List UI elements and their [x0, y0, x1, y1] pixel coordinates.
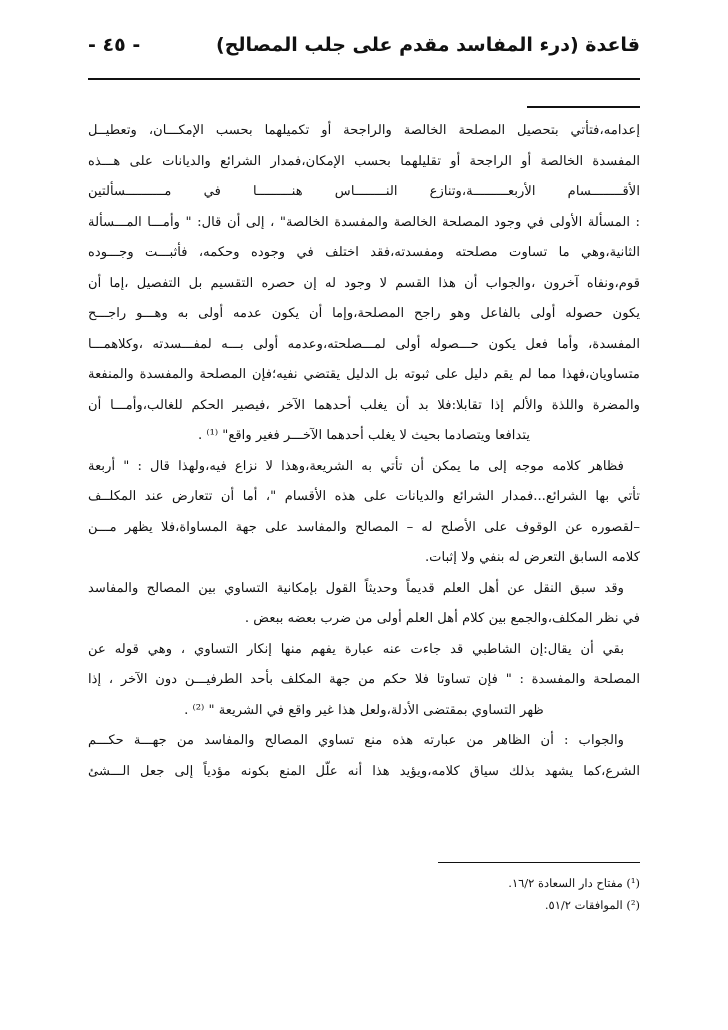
text-line: يكون حصوله أولى بالفاعل وهو راجح المصلحة،وإما أن يكون عدمه أولى به وهـــو راجـــح: [88, 306, 640, 321]
text-line: ظهر التساوي بمقتضى الأدلة،ولعل هذا غير واقع في الشريعة " ⁽²⁾ .: [184, 702, 544, 718]
text-line: الثانية،وهي ما تساوت مصلحته ومفسدته،فقد اختلف في وجوده وحكمه، فأثبـــت وجـــوده: [88, 245, 640, 260]
footnote-1: (¹) مفتاح دار السعادة ١٦/٢.: [508, 876, 640, 890]
text-line: متساويان،فهذا مما لم يقم دليل على ثبوته بل الدليل يقتضي نفيه؛فإن المصلحة والمفسدة والمنفعة: [88, 367, 640, 382]
footnote-rule: [438, 862, 640, 863]
page-number: - ٤٥ -: [88, 34, 141, 56]
text-line: فظاهر كلامه موجه إلى ما يمكن أن تأتي به الشريعة،وهذا لا نزاع فيه،ولهذا قال : " أربعة: [88, 458, 624, 474]
text-line: الأقــــــــسام الأربعـــــــــة،وتنازع النــــــــاس هنـــــــــا في مــــــــــسألتين: [88, 184, 640, 199]
text-line: والجواب : أن الظاهر من عبارته هذه منع تساوي المصالح والمفاسد من جهـــة حكـــم: [88, 733, 624, 748]
footnote-2: (²) الموافقات ٥١/٢.: [544, 898, 640, 912]
text-line: في نظر المكلف،والجمع بين كلام أهل العلم أولى من ضرب بعضه ببعض .: [244, 611, 640, 626]
text-line: إعدامه،فتأتي بتحصيل المصلحة الخالصة والراجحة أو تكميلهما بحسب الإمكـــان، وتعطيــل: [88, 123, 640, 138]
text-line: –لقصوره عن الوقوف على الأصلح له – المصالح والمفاسد على جهة المساواة،فلا يظهر مـــن: [88, 519, 640, 535]
text-line: كلامه السابق التعرض له بنفي ولا إثبات.: [424, 550, 640, 565]
text-line: والمضرة واللذة والألم إذا تقابلا:فلا بد أن يغلب أحدهما الآخر ،فيصير الحكم للغالب،وأمـــا أن: [88, 397, 640, 413]
short-divider: [527, 106, 640, 108]
text-line: قوم،ونفاه آخرون ،والجواب أن هذا القسم لا وجود له إن حصره التقسيم بل التفصيل ،إما أن: [88, 275, 640, 291]
text-line: يتدافعا ويتصادما بحيث لا يغلب أحدهما الآخـــر فغير واقع" ⁽¹⁾ .: [197, 428, 531, 443]
body-text: [88, 116, 640, 787]
text-line: المصلحة والمفسدة : " فإن تساوتا فلا حكم من جهة المكلف بأحد الطرفيـــن دون الآخر ، إذا: [88, 672, 640, 687]
text-line: الشرع،كما يشهد بذلك سياق كلامه،ويؤيد هذا أنه علّل المنع بكونه مؤدياً إلى جعل الـــشئ: [88, 763, 640, 779]
footnotes: [300, 872, 640, 916]
text-line: المفسدة، وأما فعل يكون حـــصوله أولى لمـــصلحته،وعدمه أولى بـــه لمفـــسدته ،وكلاهمـــا: [88, 336, 640, 352]
header-rule: [88, 78, 640, 80]
text-line: وقد سبق النقل عن أهل العلم قديماً وحديثاً القول بإمكانية التساوي بين المصالح والمفاسد: [88, 580, 624, 596]
text-line: بقي أن يقال:إن الشاطبي قد جاءت عنه عبارة يفهم منها إنكار التساوي ، وهي قوله عن: [88, 641, 624, 657]
text-line: : المسألة الأولى في وجود المصلحة الخالصة والمفسدة الخالصة" ، إلى أن قال: " وأمـــا المـــسألة: [88, 214, 640, 230]
text-line: المفسدة الخالصة أو الراجحة أو تقليلهما بحسب الإمكان،فمدار الشرائع والديانات على هـــذه: [88, 153, 640, 169]
running-header: [88, 30, 640, 64]
header-title: قاعدة (درء المفاسد مقدم على جلب المصالح): [216, 34, 640, 56]
text-line: تأتي بها الشرائع...فمدار الشرائع والديانات على هذه الأقسام "، أما أن تتعارض عند المكلــف: [88, 489, 640, 504]
